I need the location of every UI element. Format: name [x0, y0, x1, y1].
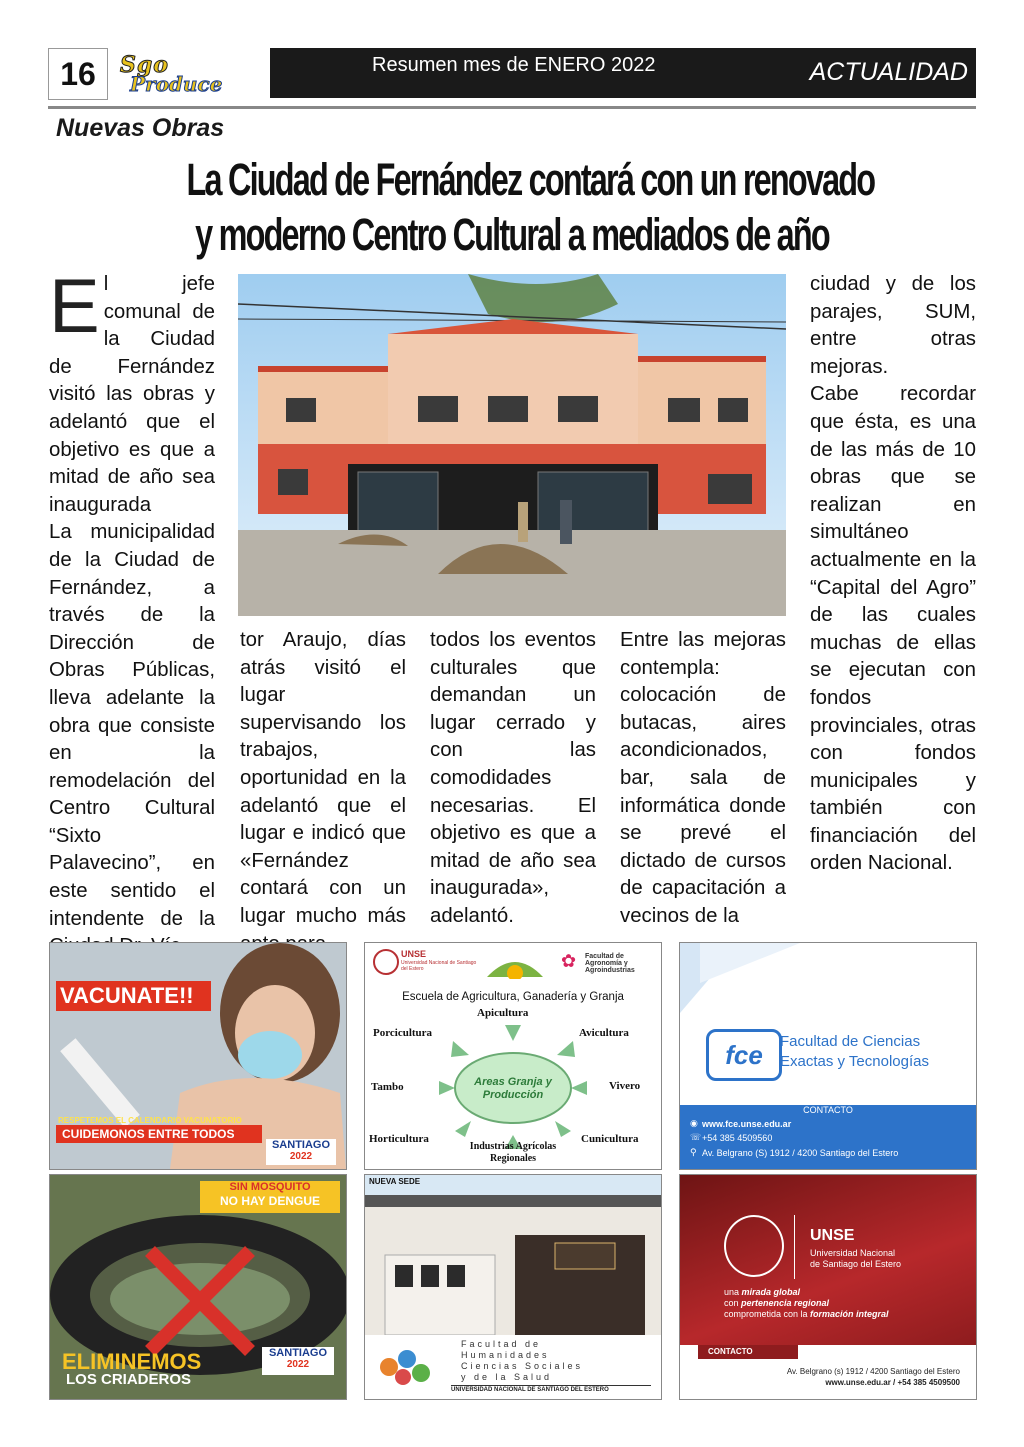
unse-contact: CONTACTO: [698, 1345, 798, 1359]
vacunate-headline: VACUNATE!!: [60, 983, 194, 1008]
dengue-top2: NO HAY DENGUE: [219, 1194, 321, 1208]
header-rule: [48, 106, 976, 109]
area-avicultura: Avicultura: [579, 1027, 629, 1039]
area-cunicultura: Cunicultura: [581, 1133, 639, 1145]
unse-slogan-1: [724, 1287, 800, 1297]
area-apicultura: Apicultura: [477, 1007, 529, 1019]
article-column-5: [810, 271, 976, 878]
slogan-pre1: una: [724, 1287, 742, 1297]
section-label: ACTUALIDAD: [809, 58, 968, 86]
building-photo: [238, 274, 786, 616]
santiago-brand: SANTIAGO: [271, 1139, 331, 1151]
article-column-3: todos los eventos culturales que demandan un lugar cerrado y con las comodidades necesarias. El objetivo es que a mitad de año sea inaugurada», adelantó.: [430, 629, 596, 927]
vacunate-line2: CUIDEMONOS ENTRE TODOS: [56, 1125, 262, 1143]
logo-line1: Sgo: [120, 52, 169, 78]
logo-line2: Produce: [130, 72, 223, 96]
column-1-lead: l jefe comunal de la Ciudad de Fernández visitó las obras y adelantó que el objetivo es que a mitad de año sea inaugurada: [49, 273, 215, 516]
dengue-top1: SIN MOSQUITO: [229, 1181, 311, 1193]
unse-web: www.unse.edu.ar / +54 385 4509500: [825, 1378, 960, 1387]
area-tambo: Tambo: [371, 1081, 404, 1093]
page-number: 16: [48, 48, 108, 100]
column-5-part-b: Cabe recordar que ésta, es una de las más de 10 obras que se realizan en simultáneo actualmente en la “Capital del Agro” de las cuales muchas de ellas se ejecutan con fondos provinciales, otras con fondos municipales y también con financiación del orden Nacional.: [810, 383, 976, 875]
slogan-b1: mirada global: [741, 1287, 801, 1297]
fce-phone: +54 385 4509560: [702, 1133, 773, 1143]
fce-web: www.fce.unse.edu.ar: [702, 1119, 792, 1129]
page-header: [48, 48, 976, 98]
humanidades-bottom: UNIVERSIDAD NACIONAL DE SANTIAGO DEL ESTERO: [451, 1387, 609, 1393]
humanidades-f2: Humanidades: [461, 1350, 550, 1360]
ad-unse: [679, 1174, 977, 1400]
humanidades-f3: Ciencias Sociales: [461, 1361, 584, 1371]
globe-icon: ◉: [690, 1119, 698, 1129]
issue-label: Resumen mes de ENERO 2022: [372, 54, 656, 76]
dengue-line2: LOS CRIADEROS: [66, 1371, 192, 1388]
santiago-year: 2022: [289, 1151, 313, 1162]
fce-contact: CONTACTO: [803, 1105, 853, 1115]
area-porcicultura: Porcicultura: [373, 1027, 433, 1039]
slogan-b2: pertenencia regional: [741, 1298, 830, 1308]
fce-name2: Exactas y Tecnologías: [780, 1053, 929, 1070]
title-line2: y moderno Centro Cultural a mediados de año: [195, 209, 829, 260]
location-icon: ⚲: [690, 1148, 697, 1158]
header-bar: [270, 48, 976, 98]
santiago-logo: [266, 1139, 336, 1165]
dengue-line1: ELIMINEMOS: [62, 1349, 202, 1374]
drop-cap: E: [49, 264, 100, 349]
vacunate-line1: RESPETEMOS EL CALENDARIO VACUNATORIO: [58, 1116, 242, 1125]
area-vivero: Vivero: [609, 1080, 641, 1092]
santiago-logo-2: [262, 1347, 334, 1375]
unse-name: UNSE: [810, 1227, 855, 1244]
unse-full2: de Santiago del Estero: [810, 1259, 902, 1269]
unse-seal-icon-2: [724, 1215, 784, 1277]
unse-address: Av. Belgrano (s) 1912 / 4200 Santiago del Estero: [786, 1367, 960, 1376]
article-column-4: Entre las mejoras contempla: colocación de butacas, aires acondicionados, bar, sala de informática donde se prevé el dictado de cursos de capacitación a vecinos de la: [620, 629, 786, 927]
escuela-facultad: Facultad de Agronomía y Agroindustrias: [585, 953, 635, 974]
title-line1: La Ciudad de Fernández contará con un renovado: [186, 154, 875, 205]
area-horticultura: Horticultura: [369, 1133, 429, 1145]
ad-fce: [679, 942, 977, 1170]
article-title: [186, 152, 875, 262]
fce-logo: fce: [706, 1029, 782, 1081]
escuela-unse: UNSE: [401, 949, 427, 959]
humanidades-f4: y de la Salud: [461, 1372, 553, 1382]
article-column-2: tor Araujo, días atrás visitó el lugar supervisando los trabajos, oportunidad en la adelantó que el lugar e indicó que «Fernández contará con un lugar mucho más: [240, 629, 406, 927]
santiago-year-2: 2022: [286, 1359, 310, 1370]
unse-full1: Universidad Nacional: [810, 1248, 896, 1258]
flower-icon: ✿: [561, 951, 577, 972]
phone-icon: ☏: [690, 1133, 702, 1143]
humanidades-f1: Facultad de: [461, 1339, 542, 1349]
humanidades-rule: [451, 1385, 651, 1386]
ad-vacunate: [49, 942, 347, 1170]
ad-dengue: [49, 1174, 347, 1400]
humanidades-tag: NUEVA SEDE: [369, 1177, 421, 1186]
santiago-brand-2: SANTIAGO: [268, 1347, 328, 1359]
unse-divider: [794, 1215, 795, 1279]
escuela-unse-sub: Universidad Nacional de Santiago del Estero: [401, 960, 477, 972]
article-kicker: Nuevas Obras: [56, 114, 225, 142]
fce-address: Av. Belgrano (S) 1912 / 4200 Santiago del Estero: [702, 1148, 899, 1158]
unse-slogan-2: [724, 1298, 829, 1308]
areas-center: Areas Granja y Producción: [474, 1076, 552, 1101]
puzzle-logo-icon: [373, 1347, 453, 1387]
unse-slogan-3: [724, 1309, 889, 1319]
ad-humanidades: [364, 1174, 662, 1400]
article-column-1: [49, 264, 215, 961]
publication-logo: [110, 52, 270, 94]
slogan-pre3: comprometida con la: [724, 1309, 811, 1319]
column-1-body: La municipalidad de la Ciudad de Fernández, a través de la Dirección de Obras Públicas, lleva adelante la obra que consiste en la remodelación del Centro Cultural “Sixto Palavecino”, en este sentido el intendente de la: [49, 521, 215, 930]
column-5-part-a: ciudad y de los parajes, SUM, entre otras mejoras.: [810, 273, 976, 378]
slogan-pre2: con: [724, 1298, 742, 1308]
ad-escuela-agricultura: [364, 942, 662, 1170]
slogan-b3: formación integral: [810, 1309, 889, 1319]
escuela-title: Escuela de Agricultura, Ganadería y Granja: [402, 991, 624, 1003]
fce-name1: Facultad de Ciencias: [780, 1033, 921, 1050]
area-industrias: Industrias Agrícolas Regionales: [469, 1141, 557, 1164]
